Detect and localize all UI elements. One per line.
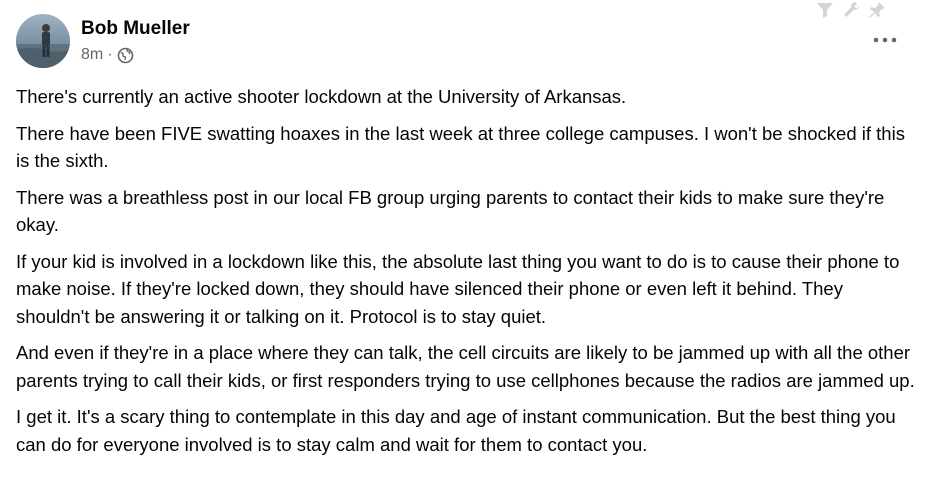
post-paragraph: There was a breathless post in our local FB group urging parents to contact their kids to make sure they're okay. xyxy=(16,186,885,235)
post-paragraph: There have been FIVE swatting hoaxes in the last week at three college campuses. I won't be shocked if this is the sixth. xyxy=(16,122,905,171)
author-name[interactable]: Bob Mueller xyxy=(81,18,190,39)
extension-toolbar xyxy=(815,0,887,20)
avatar-photo xyxy=(16,14,70,68)
wrench-icon[interactable] xyxy=(841,0,861,20)
post-paragraph: I get it. It's a scary thing to contemplate in this day and age of instant communication. But the best thing you can do for everyone involved is to stay calm and wait for them to contact you. xyxy=(16,406,896,455)
post-timestamp[interactable]: 8m xyxy=(81,46,104,63)
more-options-icon xyxy=(872,37,898,43)
post-body xyxy=(16,83,916,467)
post-meta xyxy=(81,17,190,65)
post-subline xyxy=(81,45,190,65)
filter-icon[interactable] xyxy=(815,0,835,20)
meta-separator: · xyxy=(107,46,113,63)
globe-icon[interactable] xyxy=(117,47,134,64)
post-paragraph: And even if they're in a place where they can talk, the cell circuits are likely to be jammed up with all the other parents trying to call their kids, or first responders trying to use cellphones because the radios are jammed up. xyxy=(16,342,915,391)
post-paragraph: There's currently an active shooter lockdown at the University of Arkansas. xyxy=(16,86,627,107)
pin-icon[interactable] xyxy=(867,0,887,20)
post-header xyxy=(16,14,190,68)
avatar[interactable] xyxy=(16,14,70,68)
more-options-button[interactable] xyxy=(871,28,899,52)
post-paragraph: If your kid is involved in a lockdown like this, the absolute last thing you want to do is to cause their phone to make noise. If they're locked down, they should have silenced their phone or even left it behind. They shouldn't be answering it or talking on it. Protocol is to stay quiet. xyxy=(16,250,900,327)
